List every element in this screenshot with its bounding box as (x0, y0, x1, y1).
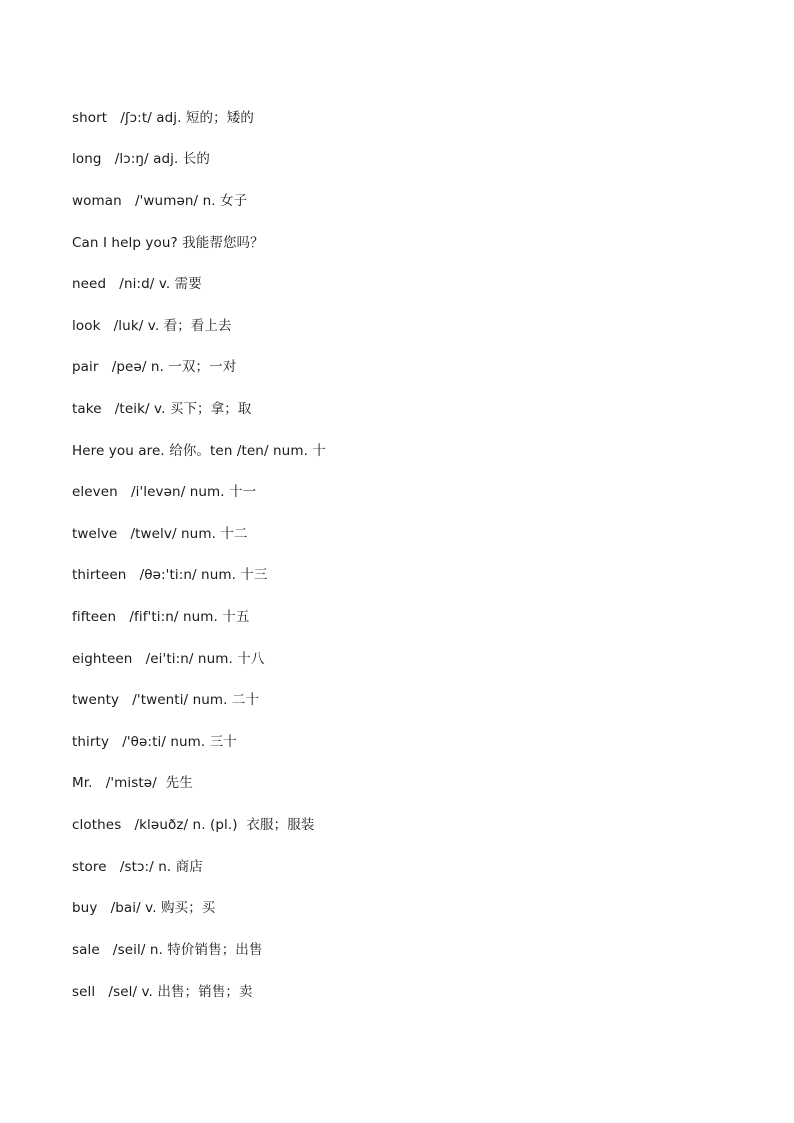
vocab-entry-mr: Mr. /'mistə/ 先生 (72, 775, 193, 791)
vocab-entry-buy: buy /bai/ v. 购买；买 (72, 900, 216, 916)
vocab-entry-twenty: twenty /'twenti/ num. 二十 (72, 692, 260, 708)
vocab-entry-here-you-are-ten: Here you are. 给你。ten /ten/ num. 十 (72, 443, 326, 459)
vocab-entry-clothes: clothes /kləuðz/ n. (pl.) 衣服；服装 (72, 817, 315, 833)
vocab-entry-short: short /ʃɔ:t/ adj. 短的；矮的 (72, 110, 254, 126)
vocab-entry-need: need /ni:d/ v. 需要 (72, 276, 202, 292)
vocab-entry-sale: sale /seil/ n. 特价销售；出售 (72, 942, 263, 958)
vocab-entry-pair: pair /peə/ n. 一双；一对 (72, 359, 237, 375)
vocab-entry-fifteen: fifteen /fif'ti:n/ num. 十五 (72, 609, 250, 625)
vocab-entry-eleven: eleven /i'levən/ num. 十一 (72, 484, 257, 500)
vocab-entry-can-i-help-you: Can I help you? 我能帮您吗？ (72, 235, 264, 251)
vocab-entry-look: look /luk/ v. 看；看上去 (72, 318, 232, 334)
vocab-entry-thirty: thirty /'θə:ti/ num. 三十 (72, 734, 237, 750)
vocab-entry-sell: sell /sel/ v. 出售；销售；卖 (72, 984, 253, 1000)
vocab-entry-thirteen: thirteen /θə:'ti:n/ num. 十三 (72, 567, 268, 583)
vocab-entry-long: long /lɔ:ŋ/ adj. 长的 (72, 151, 210, 167)
vocab-entry-store: store /stɔ:/ n. 商店 (72, 859, 203, 875)
vocab-entry-take: take /teik/ v. 买下；拿；取 (72, 401, 252, 417)
vocab-entry-woman: woman /'wumən/ n. 女子 (72, 193, 248, 209)
vocab-entry-eighteen: eighteen /ei'ti:n/ num. 十八 (72, 651, 265, 667)
vocab-entry-twelve: twelve /twelv/ num. 十二 (72, 526, 248, 542)
